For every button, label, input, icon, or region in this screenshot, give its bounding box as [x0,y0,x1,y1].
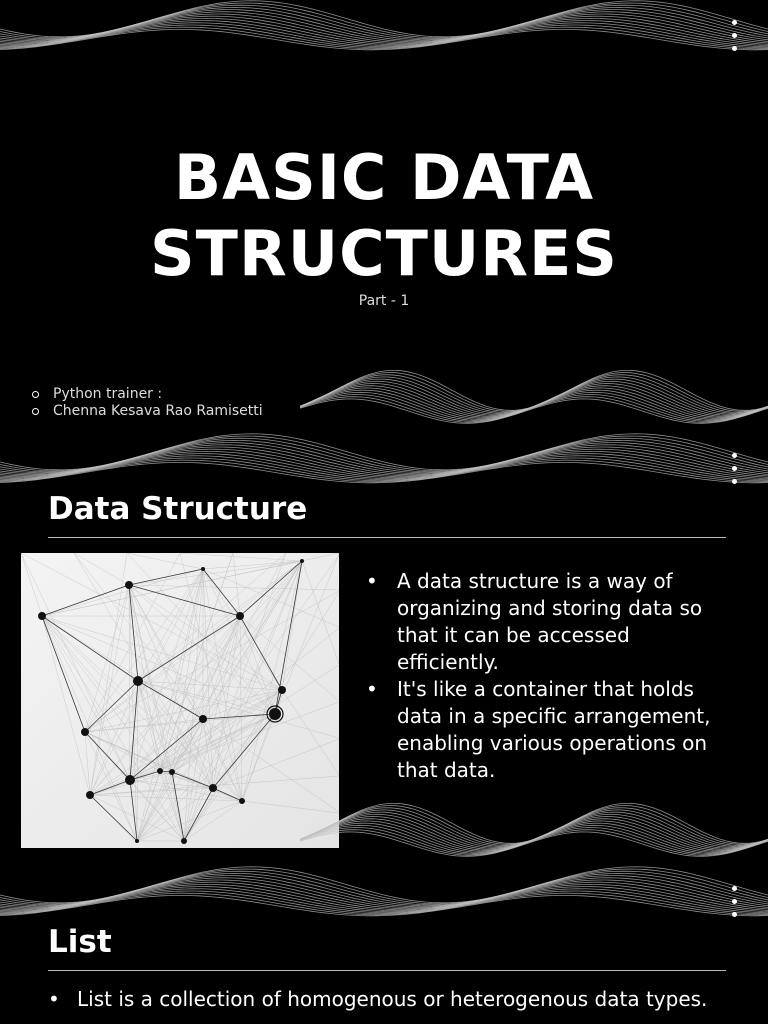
wave-line [0,440,768,472]
wave-line [0,21,768,46]
wave-line [300,828,768,855]
wave-line [300,803,768,843]
wave-line [0,7,768,39]
more-vertical-icon[interactable] [732,453,738,492]
wave-line [0,887,768,912]
wave-line [0,5,768,39]
wave-line [0,447,768,476]
wave-line [300,377,768,413]
wave-line [0,451,768,477]
network-graph-image [21,553,339,848]
wave-line [0,460,768,482]
network-node [278,686,286,694]
wave-line [300,397,768,423]
title-line-1: BASIC DATA [173,141,595,214]
slide-title [0,0,768,433]
wave-line [300,817,768,850]
slide-data-structure [0,433,768,866]
network-node [269,708,281,720]
wave-line [0,16,768,44]
wave-line [0,458,768,481]
wave-line [300,821,768,851]
bullet-item: • List is a collection of homogenous or heterogenous data types. [48,986,728,1013]
wave-line [0,456,768,480]
wave-line [0,1,768,37]
wave-line [300,370,768,410]
wave-line [300,806,768,845]
network-node [181,838,187,844]
heading-divider [48,970,726,971]
wave-line [300,823,768,852]
bottom-wave-decoration [300,803,768,866]
network-node [38,612,46,620]
wave-line [300,379,768,414]
wave-line [0,23,768,47]
wave-line [0,867,768,903]
wave-line [0,884,768,910]
network-node [239,798,245,804]
wave-line [0,443,768,474]
wave-line [0,434,768,470]
wave-line [300,808,768,846]
wave-line [300,810,768,846]
wave-line [0,869,768,904]
presentation-subtitle: Part - 1 [358,293,410,309]
network-node [201,567,205,571]
wave-line [300,373,768,412]
top-wave-decoration [0,0,768,60]
wave-line [0,871,768,905]
wave-line [300,386,768,418]
trainer-list [28,386,263,420]
wave-line [0,893,768,915]
wave-line [0,10,768,41]
wave-line [300,384,768,417]
network-node [209,784,217,792]
wave-line [300,381,768,415]
top-wave-decoration [0,433,768,493]
network-node [125,775,135,785]
network-node [169,769,175,775]
wave-line [0,29,768,49]
wave-line [0,462,768,482]
wave-line [0,889,768,913]
network-node [86,791,94,799]
wave-line [0,14,768,43]
wave-line [300,388,768,418]
wave-line [0,25,768,48]
wave-line [300,819,768,851]
list-bullets [48,986,728,1013]
network-node [133,676,143,686]
slide-heading: List [48,924,112,960]
trainer-list-item: Python trainer : [28,386,263,403]
title-line-2: STRUCTURES [150,217,618,290]
wave-line [0,438,768,472]
trainer-list-item: Chenna Kesava Rao Ramisetti [28,403,263,420]
wave-line [0,876,768,907]
wave-line [0,18,768,44]
network-node [135,839,139,843]
wave-line [0,12,768,42]
bullet-item: • It's like a container that holds data in a specific arrangement, enabling various operations on that data. [366,676,726,784]
wave-line [300,392,768,420]
network-node [236,612,244,620]
wave-line [0,880,768,909]
wave-line [0,27,768,49]
wave-line [300,832,768,856]
wave-line [300,399,768,423]
wave-line [0,436,768,471]
wave-line [0,454,768,479]
slide-heading: Data Structure [48,491,308,527]
bottom-wave-decoration [300,370,768,433]
network-node [300,559,304,563]
wave-line [0,449,768,477]
more-vertical-icon[interactable] [732,20,738,59]
wave-line [300,812,768,847]
network-node [125,581,133,589]
wave-line [300,830,768,856]
wave-line [0,878,768,908]
wave-line [300,390,768,419]
heading-divider [48,537,726,538]
network-node [81,728,89,736]
presentation-title [0,140,768,292]
wave-line [0,3,768,38]
definition-bullets [366,568,726,784]
network-node [199,715,207,723]
wave-line [300,825,768,853]
wave-line [0,895,768,915]
wave-line [0,873,768,905]
more-vertical-icon[interactable] [732,886,738,925]
wave-line [300,375,768,413]
network-node [157,768,163,774]
wave-line [300,395,768,422]
slide-list [0,866,768,1024]
bullet-item: • A data structure is a way of organizing and storing data so that it can be accessed efficiently. [366,568,726,676]
wave-line [0,882,768,910]
wave-line [0,891,768,914]
wave-line [300,814,768,848]
top-wave-decoration [0,866,768,926]
wave-line [0,445,768,475]
